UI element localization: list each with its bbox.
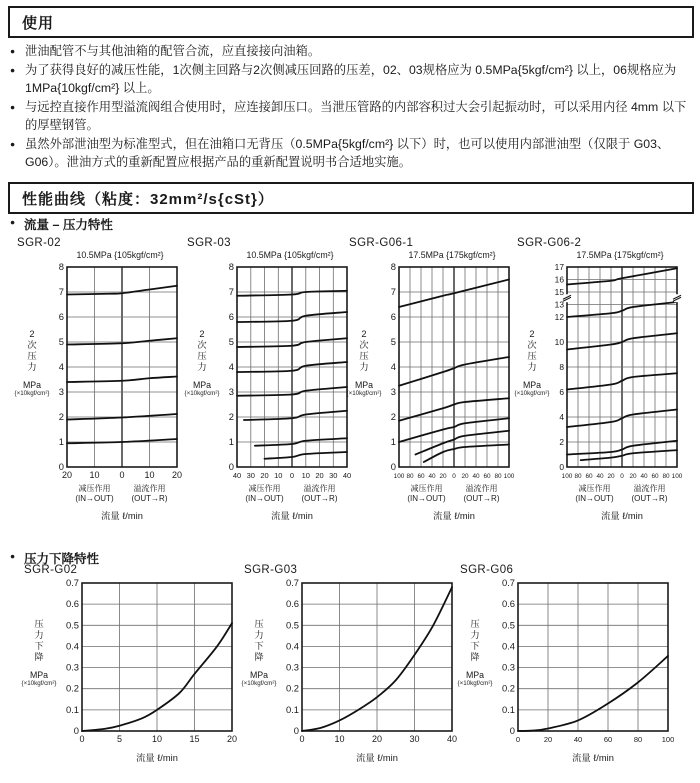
chart-SGR-G06-1 [347,237,519,522]
svg-text:40: 40 [446,734,458,744]
flow-direction-left-label: 减压作用 (IN→OUT) [75,484,114,504]
svg-text:60: 60 [651,473,659,480]
flow-pressure-charts [0,237,700,537]
flow-direction-labels [567,484,677,505]
axis-tick-labels [286,577,457,744]
y-axis-unit-sub: {×10kgf/cm²} [514,389,550,397]
x-axis-label: 流量 ℓ/min [136,753,178,763]
usage-note [10,135,692,171]
svg-text:2: 2 [228,411,234,422]
flow-direction-labels [67,484,177,505]
plot-SGR-G06-2 [549,261,683,483]
y-axis-title: 2 次 压 力 [527,329,537,372]
svg-text:20: 20 [171,470,183,480]
svg-text:6: 6 [559,387,564,397]
grid-lines [518,583,668,731]
svg-text:0: 0 [289,471,295,480]
plot-SGR-G06 [492,577,674,747]
svg-text:15: 15 [189,734,200,744]
svg-text:100: 100 [393,473,405,480]
svg-text:20: 20 [607,473,615,480]
chart-pressure-subtitle: 17.5MPa {175kgf/cm²} [408,250,496,260]
chart-title: SGR-G02 [24,564,78,576]
svg-text:20: 20 [226,734,238,744]
plot-SGR-G03 [276,577,458,747]
svg-text:20: 20 [260,471,269,480]
svg-text:0.3: 0.3 [501,661,515,673]
chart-title: SGR-G03 [244,564,298,576]
svg-text:10: 10 [274,471,283,480]
svg-text:80: 80 [633,735,643,744]
svg-text:16: 16 [554,274,564,285]
svg-text:80: 80 [662,473,670,480]
y-axis-unit-sub: {×10kgf/cm²} [457,679,493,687]
flow-direction-right-label: 溢流作用 (OUT→R) [631,484,668,504]
usage-note-text: 虽然外部泄油型为标准型式，但在油箱口无背压（0.5MPa{5kgf/cm²} 以下）时，也可以使用内部泄油型（仅限于 G03、G06）。泄油方式的重新配置应根据产品的重新配置说明书合适地实施。 [25,137,670,170]
axis-tick-labels [66,577,237,744]
plot-border [518,583,668,731]
y-axis-unit: MPa [465,669,485,680]
y-axis-title: 压 力 下 降 [254,619,264,662]
svg-text:0: 0 [293,725,299,736]
flow-direction-left-label: 减压作用 (IN→OUT) [575,484,614,504]
chart-SGR-03 [185,237,357,522]
svg-text:30: 30 [329,471,338,480]
usage-note [10,42,692,60]
svg-text:20: 20 [439,473,447,480]
svg-text:0.5: 0.5 [285,619,299,631]
svg-text:0.5: 0.5 [65,619,79,631]
svg-text:0.6: 0.6 [501,598,515,610]
svg-text:0: 0 [79,734,85,744]
y-axis-title: 2 次 压 力 [27,329,37,372]
chart-title: SGR-G06-1 [349,237,414,249]
flow-direction-left-label: 减压作用 (IN→OUT) [407,484,446,504]
svg-text:0.1: 0.1 [285,703,299,715]
svg-text:0.7: 0.7 [65,577,79,588]
usage-note [10,98,692,134]
x-axis-label: 流量 ℓ/min [356,753,398,763]
y-axis-label-block [22,577,56,747]
grid-lines [302,583,452,731]
chart-title: SGR-03 [187,237,231,249]
svg-text:8: 8 [390,261,396,272]
svg-text:13: 13 [554,299,564,310]
y-axis-title: 2 次 压 力 [197,329,207,372]
svg-text:0.1: 0.1 [65,703,79,715]
usage-note [10,61,692,97]
chart-title: SGR-G06 [460,564,514,576]
svg-text:1: 1 [228,436,234,447]
y-axis-unit: MPa [192,379,212,390]
svg-text:40: 40 [342,471,352,480]
svg-text:17: 17 [554,262,564,272]
svg-text:0.6: 0.6 [285,598,299,610]
y-axis-label-block [15,261,49,483]
svg-text:0.7: 0.7 [285,577,299,588]
svg-text:0: 0 [452,473,456,480]
svg-text:5: 5 [228,336,234,347]
svg-text:0: 0 [58,461,64,472]
y-axis-label-block [458,577,492,747]
svg-text:100: 100 [661,735,674,744]
svg-text:20: 20 [461,473,469,480]
usage-note-text: 与远控直接作用型溢流阀组合使用时，应连接卸压口。当泄压管路的内部容积过大会引起振动时，可以采用内径 4mm 以下的厚壁钢管。 [25,100,687,133]
y-axis-unit: MPa [522,379,542,390]
svg-text:6: 6 [390,311,396,322]
plot-SGR-G02 [56,577,238,747]
svg-text:0: 0 [73,725,79,736]
y-axis-unit: MPa [354,379,374,390]
svg-text:20: 20 [61,470,73,480]
svg-text:0.4: 0.4 [65,640,79,652]
svg-text:0.2: 0.2 [501,682,515,694]
y-axis-unit-sub: {×10kgf/cm²} [241,679,277,687]
axis-tick-labels [555,262,683,480]
grid-lines [237,267,347,467]
chart-SGR-02 [15,237,187,522]
svg-text:3: 3 [390,386,396,397]
svg-text:60: 60 [585,473,593,480]
svg-text:40: 40 [428,473,436,480]
svg-text:10: 10 [151,734,163,744]
svg-text:12: 12 [554,312,564,322]
x-axis-label: 流量 ℓ/min [572,753,614,763]
svg-text:40: 40 [596,473,604,480]
chart-pressure-subtitle: 17.5MPa {175kgf/cm²} [576,250,664,260]
svg-text:60: 60 [417,473,425,480]
flow-direction-right-label: 溢流作用 (OUT→R) [463,484,500,504]
svg-text:60: 60 [483,473,491,480]
y-axis-unit: MPa [29,669,49,680]
x-axis-label: 流量 ℓ/min [271,510,313,521]
y-axis-label-block [347,261,381,483]
svg-text:1: 1 [58,436,64,447]
svg-text:4: 4 [390,361,396,372]
y-axis-unit: MPa [249,669,269,680]
svg-text:2: 2 [559,437,564,447]
svg-text:30: 30 [409,734,420,744]
svg-text:7: 7 [228,286,234,297]
svg-text:5: 5 [116,734,123,744]
flow-direction-right-label: 溢流作用 (OUT→R) [131,484,168,504]
usage-notes-list [10,42,692,172]
svg-text:40: 40 [232,471,242,480]
chart-pressure-subtitle: 10.5MPa {105kgf/cm²} [246,250,334,260]
svg-text:0.4: 0.4 [501,640,515,652]
svg-text:0: 0 [559,462,564,472]
svg-text:10: 10 [301,471,310,480]
usage-note-text: 泄油配管不与其他油箱的配管合流，应直接接向油箱。 [25,44,321,58]
svg-text:30: 30 [246,471,255,480]
svg-text:0: 0 [299,734,305,744]
svg-text:80: 80 [494,473,502,480]
flow-pressure-heading-text: 流量 – 压力特性 [24,218,113,232]
y-axis-label-block [515,261,549,483]
svg-text:0.6: 0.6 [65,598,79,610]
svg-text:40: 40 [573,735,583,744]
plot-SGR-G06-1 [381,261,515,483]
svg-text:0.7: 0.7 [501,577,515,588]
svg-text:100: 100 [561,473,573,480]
svg-text:0.3: 0.3 [285,661,299,673]
chart-SGR-G06-2 [515,237,687,522]
svg-text:15: 15 [554,287,564,297]
svg-text:80: 80 [406,473,414,480]
svg-text:8: 8 [58,261,64,272]
chart-title: SGR-G06-2 [517,237,582,249]
plot-SGR-02 [49,261,183,483]
svg-text:2: 2 [390,411,396,422]
svg-text:0: 0 [515,735,521,744]
svg-text:20: 20 [543,735,553,744]
grid-lines [67,267,177,467]
performance-section-header [8,182,694,214]
svg-text:60: 60 [603,735,613,744]
svg-text:20: 20 [315,471,324,480]
svg-text:0: 0 [228,461,234,472]
x-axis-label: 流量 ℓ/min [601,510,643,521]
svg-text:3: 3 [58,386,64,397]
usage-title: 使用 [22,14,55,32]
svg-text:6: 6 [228,311,234,322]
svg-text:10: 10 [89,470,100,480]
svg-text:5: 5 [390,336,396,347]
chart-pressure-subtitle: 10.5MPa {105kgf/cm²} [76,250,164,260]
svg-text:10: 10 [144,470,155,480]
svg-text:8: 8 [228,261,234,272]
svg-text:5: 5 [58,336,64,347]
usage-section-header [8,6,694,38]
flow-direction-left-label: 减压作用 (IN→OUT) [245,484,284,504]
svg-text:8: 8 [559,362,564,372]
svg-text:100: 100 [503,473,515,480]
svg-text:6: 6 [58,311,64,322]
y-axis-label-block [185,261,219,483]
y-axis-unit-sub: {×10kgf/cm²} [184,389,220,397]
svg-text:2: 2 [58,411,64,422]
svg-text:3: 3 [228,386,234,397]
svg-text:4: 4 [559,412,564,422]
svg-text:7: 7 [390,286,396,297]
svg-text:0: 0 [390,461,396,472]
usage-note-text: 为了获得良好的减压性能，1次侧主回路与2次侧减压回路的压差，02、03规格应为 0.5MPa{5kgf/cm²} 以上，06规格应为 1MPa{10kgf/cm²} 以上。 [25,63,677,96]
flow-direction-labels [399,484,509,505]
svg-text:40: 40 [472,473,480,480]
data-curves [518,656,668,731]
performance-title: 性能曲线（粘度：32mm²/s{cSt}） [22,190,274,208]
x-axis-label: 流量 ℓ/min [433,510,475,521]
y-axis-label-block [242,577,276,747]
flow-pressure-heading [10,215,113,233]
svg-text:100: 100 [671,473,683,480]
svg-text:0: 0 [119,470,125,480]
pressure-drop-heading-text: 压力下降特性 [24,552,100,566]
pressure-drop-charts [0,564,700,779]
svg-text:0.4: 0.4 [285,640,299,652]
chart-title: SGR-02 [17,237,61,249]
svg-text:7: 7 [58,286,64,297]
y-axis-unit: MPa [22,379,42,390]
flow-direction-labels [237,484,347,505]
svg-text:10: 10 [334,734,345,744]
y-axis-unit-sub: {×10kgf/cm²} [14,389,50,397]
svg-text:0.3: 0.3 [65,661,79,673]
svg-text:0.1: 0.1 [501,703,515,715]
svg-text:20: 20 [629,473,637,480]
x-axis-label: 流量 ℓ/min [101,510,143,521]
svg-text:4: 4 [58,361,64,372]
y-axis-unit-sub: {×10kgf/cm²} [21,679,57,687]
svg-text:0.5: 0.5 [501,619,515,631]
axis-tick-labels [502,577,674,744]
chart-SGR-G02 [22,564,242,764]
y-axis-unit-sub: {×10kgf/cm²} [346,389,382,397]
svg-text:0: 0 [509,725,515,736]
svg-text:40: 40 [640,473,648,480]
chart-SGR-G03 [242,564,462,764]
svg-text:0.2: 0.2 [285,682,299,694]
svg-text:1: 1 [390,436,396,447]
y-axis-title: 压 力 下 降 [470,619,480,662]
svg-text:0: 0 [620,473,624,480]
svg-text:20: 20 [371,734,383,744]
svg-text:10: 10 [554,337,564,347]
plot-SGR-03 [219,261,353,483]
grid-lines [567,267,677,467]
chart-SGR-G06 [458,564,678,764]
svg-text:0.2: 0.2 [65,682,79,694]
svg-text:4: 4 [228,361,234,372]
y-axis-title: 压 力 下 降 [34,619,44,662]
flow-direction-right-label: 溢流作用 (OUT→R) [301,484,338,504]
svg-text:80: 80 [574,473,582,480]
y-axis-title: 2 次 压 力 [359,329,369,372]
